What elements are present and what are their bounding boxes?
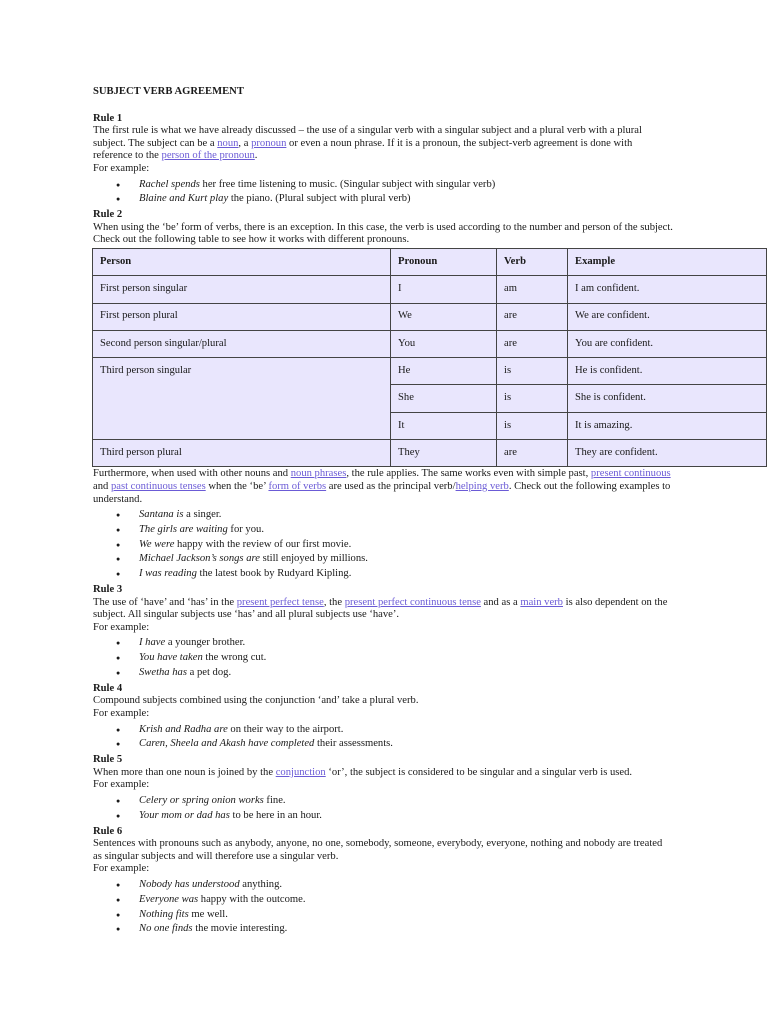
rule-2-text: when the ‘be’ — [205, 480, 269, 492]
table-cell: He is confident. — [568, 358, 767, 385]
rule-1-heading: Rule 1 — [93, 112, 123, 124]
table-cell: She — [391, 385, 497, 412]
list-item — [93, 567, 673, 582]
table-cell: They are confident. — [568, 440, 767, 467]
table-cell: First person plural — [93, 303, 391, 330]
table-cell: You — [391, 330, 497, 357]
list-item — [93, 809, 673, 824]
list-item — [93, 893, 673, 908]
rule-6-heading: Rule 6 — [93, 825, 123, 837]
list-item — [93, 922, 673, 937]
example-subject: I was reading — [139, 568, 197, 580]
rule-3-text: is also dependent on the subject. All singular subjects use ‘has’ and all plural subjects use ‘have’. — [93, 596, 668, 621]
rule-5-section — [93, 754, 673, 823]
link-main-verb[interactable]: main verb — [520, 596, 563, 608]
example-rest: a singer. — [183, 509, 222, 521]
rule-1-examples — [93, 178, 673, 208]
link-past-continuous-tenses[interactable]: past continuous tenses — [110, 480, 206, 492]
list-item — [93, 723, 673, 738]
table-cell: You are confident. — [568, 330, 767, 357]
link-noun[interactable]: noun — [217, 137, 239, 149]
rule-5-text: When more than one noun is joined by the — [93, 766, 276, 778]
example-subject: Nobody has understood — [139, 878, 240, 890]
for-example-label: For example: — [93, 621, 150, 633]
link-noun-phrases[interactable]: noun phrases — [290, 468, 347, 480]
table-header: Person — [93, 248, 391, 275]
example-subject: Santana is — [139, 509, 184, 521]
rule-1-text: , a — [238, 137, 252, 149]
list-item — [93, 794, 673, 809]
for-example-label: For example: — [93, 779, 150, 791]
rule-2-text: . Check out the following examples to understand. — [93, 480, 671, 505]
link-helping-verb[interactable]: helping verb — [455, 480, 509, 492]
table-cell: are — [497, 440, 568, 467]
rule-1-text: or even a noun phrase. If it is a pronoun, the subject-verb agreement is done with reference to the — [93, 137, 633, 162]
example-rest: fine. — [263, 795, 286, 806]
be-verb-table — [92, 248, 767, 467]
list-item — [93, 538, 673, 553]
example-rest: happy with the review of our first movie. — [174, 538, 352, 550]
table-cell: are — [497, 330, 568, 357]
table-row — [93, 303, 767, 330]
table-cell: is — [497, 412, 568, 439]
rule-2-paragraph: When using the ‘be’ form of verbs, there is an exception. In this case, the verb is used according to the number and person of the subject. Check out the following table to see how it works with different pronouns. — [93, 221, 673, 246]
for-example-label: For example: — [93, 863, 150, 875]
rule-5-paragraph — [93, 767, 673, 780]
rule-4-paragraph: Compound subjects combined using the conjunction ‘and’ take a plural verb. — [93, 695, 419, 707]
link-present-perfect-tense[interactable]: present perfect tense — [236, 596, 324, 608]
link-form-of-verbs[interactable]: form of verbs — [268, 480, 327, 492]
list-item — [93, 178, 673, 193]
rule-1-text: The first rule is what we have already discussed – the use of a singular verb with a singular subject and a plural verb with a plural subject. The subject can be a — [93, 125, 642, 149]
table-row — [93, 330, 767, 357]
list-item — [93, 666, 673, 681]
example-subject: Krish and Radha are — [139, 723, 228, 735]
example-rest: to be here in an hour. — [229, 809, 322, 821]
rule-6-section — [93, 826, 673, 938]
rule-2-heading: Rule 2 — [93, 209, 123, 221]
link-conjunction[interactable]: conjunction — [275, 766, 326, 778]
rule-1-section — [93, 113, 673, 208]
table-cell: We — [391, 303, 497, 330]
table-row — [93, 276, 767, 303]
example-subject: Nothing fits — [139, 908, 189, 920]
table-cell: are — [497, 303, 568, 330]
table-header: Example — [568, 248, 767, 275]
list-item — [93, 651, 673, 666]
table-header: Verb — [497, 248, 568, 275]
example-subject: Caren, Sheela and Akash have completed — [139, 738, 315, 750]
table-cell: It is amazing. — [568, 412, 767, 439]
table-cell: She is confident. — [568, 385, 767, 412]
rule-2-text: Furthermore, when used with other nouns and — [93, 468, 291, 480]
example-rest: anything. — [239, 878, 283, 890]
table-cell: is — [497, 385, 568, 412]
for-example-label: For example: — [93, 162, 150, 174]
example-subject: The girls are waiting — [139, 523, 228, 535]
example-subject: Michael Jackson’s songs are — [139, 553, 260, 565]
list-item — [93, 508, 673, 523]
rule-5-examples — [93, 794, 673, 824]
table-cell: Second person singular/plural — [93, 330, 391, 357]
list-item — [93, 636, 673, 651]
table-cell: am — [497, 276, 568, 303]
rule-2-section — [93, 209, 673, 582]
rule-1-paragraph — [93, 125, 673, 163]
rule-3-text: The use of ‘have’ and ‘has’ in the — [93, 596, 237, 608]
example-rest: their assessments. — [314, 738, 393, 750]
rule-3-paragraph — [93, 597, 673, 622]
example-rest: the movie interesting. — [192, 923, 288, 935]
table-header-row — [93, 248, 767, 275]
for-example-label: For example: — [93, 708, 150, 720]
rule-2-text: are used as the principal verb/ — [326, 480, 456, 492]
example-subject: Your mom or dad has — [139, 809, 230, 821]
link-present-perfect-continuous-tense[interactable]: present perfect continuous tense — [344, 596, 481, 608]
example-subject: I have — [139, 637, 166, 649]
rule-5-text: ‘or’, the subject is considered to be singular and a singular verb is used. — [325, 766, 633, 778]
document-title: SUBJECT VERB AGREEMENT — [93, 86, 244, 97]
table-cell: Third person singular — [93, 358, 391, 440]
table-cell: Third person plural — [93, 440, 391, 467]
rule-3-examples — [93, 636, 673, 680]
rule-5-heading: Rule 5 — [93, 754, 123, 766]
example-rest: her free time listening to music. (Singular subject with singular verb) — [199, 178, 496, 190]
example-rest: me well. — [188, 908, 228, 920]
list-item — [93, 737, 673, 752]
table-cell: He — [391, 358, 497, 385]
rule-4-heading: Rule 4 — [93, 682, 123, 694]
table-cell: They — [391, 440, 497, 467]
table-cell: I — [391, 276, 497, 303]
rule-2-after-paragraph — [93, 468, 673, 506]
example-rest: the latest book by Rudyard Kipling. — [196, 568, 352, 580]
link-person-of-pronoun[interactable]: person of the pronoun — [161, 150, 255, 162]
document-body — [93, 86, 673, 939]
list-item — [93, 552, 673, 567]
example-subject: Celery or spring onion works — [139, 795, 264, 806]
rule-1-text: . — [254, 150, 258, 162]
rule-2-text: and — [93, 480, 111, 492]
example-subject: Swetha has — [139, 667, 187, 679]
rule-3-text: , the — [323, 596, 345, 608]
table-row — [93, 358, 767, 385]
example-rest: still enjoyed by millions. — [259, 553, 368, 565]
example-rest: for you. — [227, 523, 264, 535]
rule-3-heading: Rule 3 — [93, 584, 123, 596]
example-rest: the wrong cut. — [202, 652, 267, 664]
table-cell: We are confident. — [568, 303, 767, 330]
table-cell: First person singular — [93, 276, 391, 303]
example-rest: a younger brother. — [165, 637, 246, 649]
rule-6-examples — [93, 878, 673, 937]
rule-3-section — [93, 584, 673, 681]
example-subject: We were — [139, 538, 175, 550]
rule-6-paragraph: Sentences with pronouns such as anybody, anyone, no one, somebody, someone, everybody, everyone, nothing and nobody are treated as singular subjects and will therefore use a singular verb. — [93, 838, 663, 862]
table-cell: is — [497, 358, 568, 385]
list-item — [93, 192, 673, 207]
example-rest: a pet dog. — [186, 667, 232, 679]
rule-2-examples — [93, 508, 673, 582]
rule-4-examples — [93, 723, 673, 753]
table-header: Pronoun — [391, 248, 497, 275]
example-subject: No one finds — [139, 923, 193, 935]
example-rest: the piano. (Plural subject with plural verb) — [228, 193, 411, 205]
link-pronoun[interactable]: pronoun — [251, 137, 287, 149]
rule-2-text: , the rule applies. The same works even with simple past, — [346, 468, 591, 480]
table-cell: I am confident. — [568, 276, 767, 303]
table-cell: It — [391, 412, 497, 439]
example-rest: on their way to the airport. — [227, 723, 344, 735]
example-subject: You have taken — [139, 652, 203, 664]
rule-4-section — [93, 683, 673, 752]
example-rest: happy with the outcome. — [198, 893, 306, 905]
link-present-continuous[interactable]: present continuous — [590, 468, 671, 480]
example-subject: Blaine and Kurt play — [139, 193, 229, 205]
table-row — [93, 440, 767, 467]
example-subject: Rachel spends — [139, 178, 200, 190]
list-item — [93, 908, 673, 923]
list-item — [93, 878, 673, 893]
rule-3-text: and as a — [480, 596, 521, 608]
list-item — [93, 523, 673, 538]
example-subject: Everyone was — [139, 893, 199, 905]
